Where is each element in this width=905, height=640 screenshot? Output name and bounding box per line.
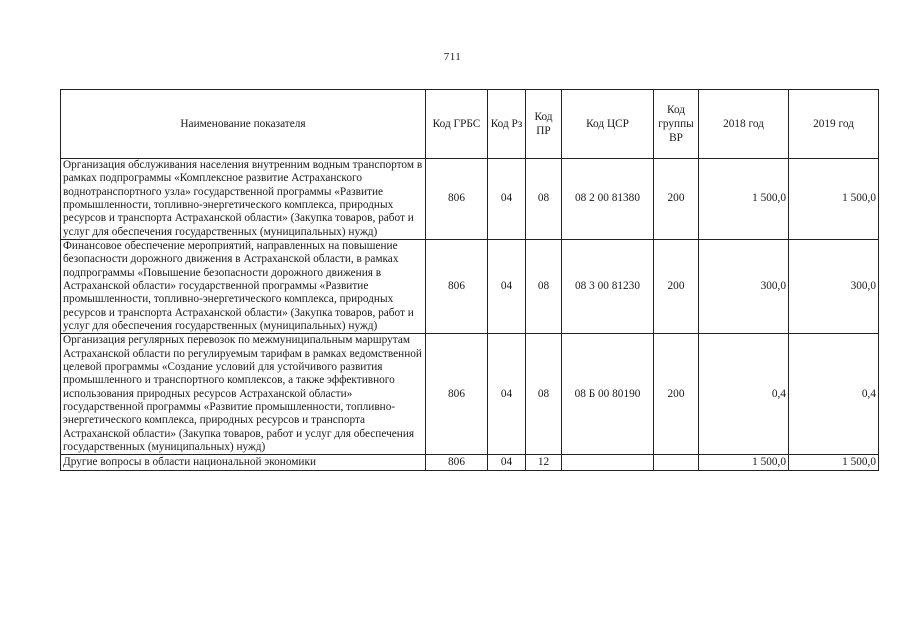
header-name: Наименование показателя <box>61 90 426 159</box>
page-number: 711 <box>443 51 462 63</box>
row-csr: 08 Б 00 80190 <box>562 334 654 455</box>
row-vr: 200 <box>654 159 699 240</box>
row-2018: 0,4 <box>699 334 789 455</box>
row-rz: 04 <box>488 334 526 455</box>
header-2018: 2018 год <box>699 90 789 159</box>
row-2018: 1 500,0 <box>699 159 789 240</box>
row-2019: 1 500,0 <box>789 159 879 240</box>
row-rz: 04 <box>488 159 526 240</box>
header-csr: Код ЦСР <box>562 90 654 159</box>
row-2019: 300,0 <box>789 239 879 333</box>
header-2019: 2019 год <box>789 90 879 159</box>
row-pr: 08 <box>526 334 562 455</box>
table-row <box>61 239 879 333</box>
table-row <box>61 334 879 455</box>
row-grbs: 806 <box>426 159 488 240</box>
row-name: Организация регулярных перевозок по межмуниципальным маршрутам Астраханской области по регулируемым тарифам в рамках ведомственной целевой программы «Создание условий для устойчивого развития промышленного и транспортного комплексов, а также эффективного использования природных ресурсов Астраханской области» государственной программы «Развитие промышленности, топливно-энергетического комплекса, природных ресурсов и транспорта Астраханской области» (Закупка товаров, работ и услуг для обеспечения государственных (муниципальных) нужд) <box>61 334 426 455</box>
row-name: Финансовое обеспечение мероприятий, направленных на повышение безопасности дорожного движения в Астраханской области, в рамках подпрограммы «Повышение безопасности дорожного движения в Астраханской области» государственной программы «Развитие промышленности, топливно-энергетического комплекса, природных ресурсов и транспорта Астраханской области» (Закупка товаров, работ и услуг для обеспечения государственных (муниципальных) нужд) <box>61 239 426 333</box>
budget-table <box>60 89 879 471</box>
row-vr <box>654 455 699 470</box>
row-vr: 200 <box>654 334 699 455</box>
row-pr: 08 <box>526 239 562 333</box>
row-grbs: 806 <box>426 455 488 470</box>
row-grbs: 806 <box>426 334 488 455</box>
header-grbs: Код ГРБС <box>426 90 488 159</box>
row-pr: 12 <box>526 455 562 470</box>
row-2019: 1 500,0 <box>789 455 879 470</box>
row-name: Другие вопросы в области национальной экономики <box>61 455 426 470</box>
row-2018: 1 500,0 <box>699 455 789 470</box>
row-2019: 0,4 <box>789 334 879 455</box>
table-row <box>61 159 879 240</box>
row-vr: 200 <box>654 239 699 333</box>
row-csr: 08 2 00 81380 <box>562 159 654 240</box>
row-csr: 08 3 00 81230 <box>562 239 654 333</box>
header-rz: Код Рз <box>488 90 526 159</box>
row-2018: 300,0 <box>699 239 789 333</box>
header-vr: Код группы ВР <box>654 90 699 159</box>
header-pr: Код ПР <box>526 90 562 159</box>
table-row <box>61 455 879 470</box>
row-grbs: 806 <box>426 239 488 333</box>
header-row <box>61 90 879 159</box>
row-rz: 04 <box>488 239 526 333</box>
row-rz: 04 <box>488 455 526 470</box>
row-pr: 08 <box>526 159 562 240</box>
row-name: Организация обслуживания населения внутренним водным транспортом в рамках подпрограммы «Комплексное развитие Астраханского воднотранспортного узла» государственной программы «Развитие промышленности, топливно-энергетического комплекса, природных ресурсов и транспорта Астраханской области» (Закупка товаров, работ и услуг для обеспечения государственных (муниципальных) нужд) <box>61 159 426 240</box>
row-csr <box>562 455 654 470</box>
